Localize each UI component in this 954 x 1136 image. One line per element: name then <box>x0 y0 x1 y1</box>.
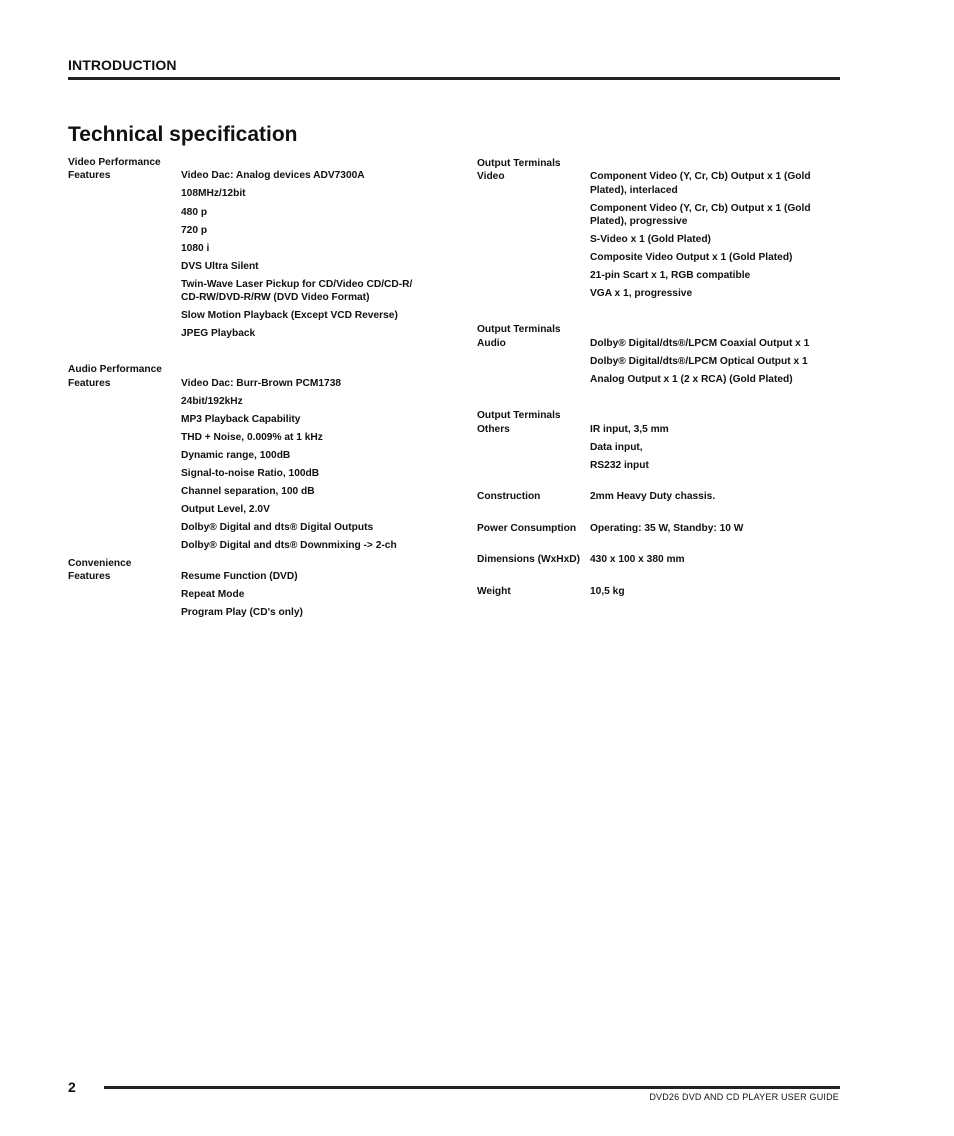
video-item: 720 p <box>181 225 208 236</box>
output-others-item: Data input, <box>590 442 643 453</box>
footer-rule <box>104 1086 840 1089</box>
output-video-item: S-Video x 1 (Gold Plated) <box>590 234 711 245</box>
audio-features-label: Features <box>68 378 111 389</box>
section-label: INTRODUCTION <box>68 57 177 73</box>
audio-item: Output Level, 2.0V <box>181 504 270 515</box>
video-item: 108MHz/12bit <box>181 188 246 199</box>
output-video-item: 21-pin Scart x 1, RGB compatible <box>590 270 751 281</box>
output-others-label: Others <box>477 424 510 435</box>
convenience-item: Resume Function (DVD) <box>181 571 298 582</box>
output-others-item: IR input, 3,5 mm <box>590 424 669 435</box>
audio-item: Dynamic range, 100dB <box>181 450 291 461</box>
video-performance-heading: Video Performance <box>68 157 161 168</box>
audio-item: Dolby® Digital and dts® Downmixing -> 2-ch <box>181 540 397 551</box>
audio-item: Video Dac: Burr-Brown PCM1738 <box>181 378 342 389</box>
header-rule <box>68 77 840 80</box>
output-others-item: RS232 input <box>590 460 649 471</box>
weight-label: Weight <box>477 586 511 597</box>
power-value: Operating: 35 W, Standby: 10 W <box>590 523 744 534</box>
video-item: 480 p <box>181 207 208 218</box>
video-item: DVS Ultra Silent <box>181 261 259 272</box>
video-item: CD-RW/DVD-R/RW (DVD Video Format) <box>181 292 370 303</box>
output-audio-item: Dolby® Digital/dts®/LPCM Coaxial Output x 1 <box>590 338 810 349</box>
output-video-item: Component Video (Y, Cr, Cb) Output x 1 (Gold <box>590 203 811 214</box>
dimensions-value: 430 x 100 x 380 mm <box>590 554 685 565</box>
output-audio-label: Audio <box>477 338 506 349</box>
output-others-heading: Output Terminals <box>477 410 561 421</box>
output-video-item: Plated), progressive <box>590 216 688 227</box>
output-video-item: Plated), interlaced <box>590 185 678 196</box>
dimensions-label: Dimensions (WxHxD) <box>477 554 581 565</box>
video-item: Slow Motion Playback (Except VCD Reverse) <box>181 310 398 321</box>
audio-item: Channel separation, 100 dB <box>181 486 315 497</box>
footer-text: DVD26 DVD AND CD PLAYER USER GUIDE <box>649 1092 839 1102</box>
output-video-item: VGA x 1, progressive <box>590 288 693 299</box>
output-video-heading: Output Terminals <box>477 158 561 169</box>
convenience-item: Program Play (CD's only) <box>181 607 303 618</box>
construction-value: 2mm Heavy Duty chassis. <box>590 491 716 502</box>
convenience-heading: Convenience <box>68 558 132 569</box>
output-audio-item: Dolby® Digital/dts®/LPCM Optical Output x 1 <box>590 356 808 367</box>
video-features-label: Features <box>68 170 111 181</box>
convenience-features-label: Features <box>68 571 111 582</box>
video-item: Video Dac: Analog devices ADV7300A <box>181 170 365 181</box>
audio-item: MP3 Playback Capability <box>181 414 301 425</box>
power-label: Power Consumption <box>477 523 577 534</box>
audio-item: THD + Noise, 0.009% at 1 kHz <box>181 432 323 443</box>
video-item: 1080 i <box>181 243 210 254</box>
output-audio-item: Analog Output x 1 (2 x RCA) (Gold Plated) <box>590 374 793 385</box>
video-item: JPEG Playback <box>181 328 256 339</box>
page-number: 2 <box>68 1079 76 1095</box>
page-title: Technical specification <box>68 123 298 146</box>
construction-label: Construction <box>477 491 541 502</box>
audio-item: 24bit/192kHz <box>181 396 243 407</box>
audio-item: Dolby® Digital and dts® Digital Outputs <box>181 522 374 533</box>
audio-performance-heading: Audio Performance <box>68 364 162 375</box>
output-video-item: Composite Video Output x 1 (Gold Plated) <box>590 252 793 263</box>
output-video-label: Video <box>477 171 505 182</box>
audio-item: Signal-to-noise Ratio, 100dB <box>181 468 320 479</box>
video-item: Twin-Wave Laser Pickup for CD/Video CD/CD-R/ <box>181 279 413 290</box>
weight-value: 10,5 kg <box>590 586 625 597</box>
output-audio-heading: Output Terminals <box>477 324 561 335</box>
output-video-item: Component Video (Y, Cr, Cb) Output x 1 (Gold <box>590 171 811 182</box>
convenience-item: Repeat Mode <box>181 589 245 600</box>
